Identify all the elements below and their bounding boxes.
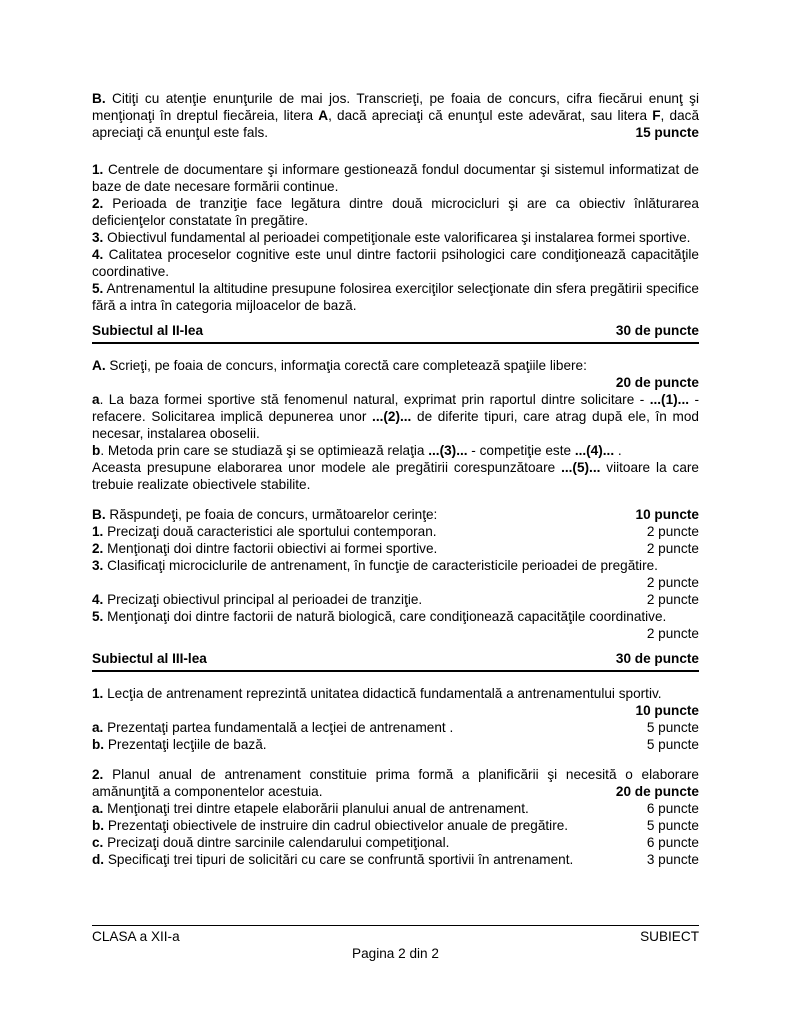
- statement-item: [92, 280, 699, 314]
- statement-text: Centrele de documentare şi informare gestionează fondul documentar şi sistemul informatizat de baze de date necesare formării continue.: [92, 162, 699, 194]
- subject2A-item-a: a. La baza formei sportive stă fenomenul natural, exprimat prin raportul dintre solicitare - ...(1)... - refacere. Solicitarea implică depunerea unor ...(2)... de diferite tipuri, care atrag după ele, în mod necesar, instalarea oboselii.: [92, 392, 699, 441]
- question-text: Clasificaţi microciclurile de antrenament, în funcţie de caracteristicile perioadei de pregătire.: [103, 558, 658, 573]
- question-number: d.: [92, 852, 105, 867]
- subject2A-item-b: b. Metoda prin care se studiază şi se optimiează relaţia ...(3)... - competiţie este ...(4)... .: [92, 443, 622, 458]
- statement-item: [92, 246, 699, 280]
- question-points: 3 puncte: [646, 852, 699, 867]
- subject2A-lead: A. Scrieţi, pe foaia de concurs, informaţia corectă care completează spaţiile libere:: [92, 358, 587, 373]
- statement-number: 2.: [92, 196, 104, 211]
- statement-text: Perioada de tranziţie face legătura dintre două microcicluri şi are ca obiectiv înlăturarea deficienţelor constatate în pregătire.: [92, 196, 699, 228]
- intro-text: B. Citiţi cu atenţie enunţurile de mai jos. Transcrieţi, pe foaia de concurs, cifra fiecărui enunţ şi menţionaţi în dreptul fiecăreia, litera A, dacă apreciaţi că enunţul este adevărat, sau litera F, dacă apreciaţi că enunţul este fals.: [92, 91, 700, 140]
- question-points: 5 puncte: [646, 818, 699, 833]
- subject2A-item-b-cont: Aceasta presupune elaborarea unor modele ale pregătirii corespunzătoare ...(5)... viitoare la care trebuie realizate obiectivele stabilite.: [92, 460, 699, 492]
- question-row: [92, 608, 699, 625]
- question-row: [92, 540, 699, 557]
- intro-paragraph: [92, 90, 699, 141]
- subject3-title: Subiectul al III-lea: [92, 651, 207, 666]
- statement-item: [92, 229, 699, 246]
- question-points: 2 puncte: [646, 626, 699, 641]
- statement-item: [92, 195, 699, 229]
- question-points: 6 puncte: [646, 801, 699, 816]
- footer-subject-label: SUBIECT: [640, 929, 699, 944]
- subject3-q1-points: 10 puncte: [635, 703, 699, 718]
- question-text: b. Prezentaţi lecţiile de bază.: [92, 737, 267, 752]
- question-text: Menţionaţi doi dintre factorii de natură biologică, care condiţionează capacităţile coordinative.: [103, 609, 667, 624]
- statement-number: 5.: [92, 281, 104, 296]
- statement-text: Obiectivul fundamental al perioadei competiţionale este valorificarea şi instalarea formei sportive.: [103, 230, 691, 245]
- question-points: 2 puncte: [646, 575, 699, 590]
- question-text: 1. Precizaţi două caracteristici ale sportului contemporan.: [92, 524, 437, 539]
- subject3-q1-lead: [92, 685, 699, 702]
- question-number: 2.: [92, 767, 104, 782]
- subject2B-lead-row: [92, 506, 699, 523]
- question-number: b.: [92, 737, 105, 752]
- question-number: 1.: [92, 524, 104, 539]
- subject2-title: Subiectul al II-lea: [92, 323, 204, 338]
- question-points: 2 puncte: [646, 541, 699, 556]
- question-number: a.: [92, 801, 104, 816]
- question-row: [92, 736, 699, 753]
- question-number: 4.: [92, 592, 104, 607]
- footer-row: [92, 928, 699, 945]
- subject2A-points: 20 de puncte: [615, 375, 699, 390]
- question-row: [92, 523, 699, 540]
- question-number: 2.: [92, 541, 104, 556]
- subject2B-lead: B. Răspundeţi, pe foaia de concurs, următoarelor cerinţe:: [92, 507, 438, 522]
- subject3-heading: [92, 650, 699, 672]
- page-footer: [92, 925, 699, 962]
- question-number: 3.: [92, 558, 104, 573]
- question-number: c.: [92, 835, 104, 850]
- statement-item: [92, 161, 699, 195]
- question-row: [92, 834, 699, 851]
- question-row: [92, 591, 699, 608]
- subject3-q2-lead: [92, 766, 699, 800]
- page-content: [92, 90, 699, 868]
- subject2B-points: 10 puncte: [635, 507, 699, 522]
- question-points: 6 puncte: [646, 835, 699, 850]
- statement-text: Antrenamentul la altitudine presupune folosirea exerciţilor selecţionate din sfera pregătirii specifice fără a intra în categoria mijloacelor de bază.: [92, 281, 699, 313]
- statement-number: 4.: [92, 247, 104, 262]
- question-text: 4. Precizaţi obiectivul principal al perioadei de tranziţie.: [92, 592, 423, 607]
- question-points: 2 puncte: [646, 524, 699, 539]
- statement-number: 3.: [92, 230, 104, 245]
- subject3-points: 30 de puncte: [615, 651, 699, 666]
- question-text: 2. Menţionaţi doi dintre factorii obiectivi ai formei sportive.: [92, 541, 438, 556]
- question-text: a. Menţionaţi trei dintre etapele elaborării planului anual de antrenament.: [92, 801, 529, 816]
- statement-text: Calitatea proceselor cognitive este unul dintre factorii psihologici care condiţionează capacităţile coordinative.: [92, 247, 699, 279]
- subject2-points: 30 de puncte: [615, 323, 699, 338]
- question-text: b. Prezentaţi obiectivele de instruire din cadrul obiectivelor anuale de pregătire.: [92, 818, 569, 833]
- question-text: Lecţia de antrenament reprezintă unitatea didactică fundamentală a antrenamentului sportiv.: [103, 686, 662, 701]
- question-text: d. Specificaţi trei tipuri de solicitări cu care se confruntă sportivii în antrenament.: [92, 852, 574, 867]
- subject2-heading: [92, 322, 699, 344]
- question-row: [92, 557, 699, 574]
- question-text: c. Precizaţi două dintre sarcinile calendarului competiţional.: [92, 835, 450, 850]
- question-number: 1.: [92, 686, 104, 701]
- question-row: [92, 800, 699, 817]
- subject3-q2-points: 20 de puncte: [608, 783, 699, 800]
- statement-number: 1.: [92, 162, 104, 177]
- question-text: a. Prezentaţi partea fundamentală a lecţiei de antrenament .: [92, 720, 454, 735]
- question-row: [92, 851, 699, 868]
- question-text: Planul anual de antrenament constituie prima formă a planificării şi necesită o elaborare amănunţită a componentelor acestuia.: [92, 767, 699, 799]
- question-number: a.: [92, 720, 104, 735]
- question-row: [92, 817, 699, 834]
- footer-class-label: CLASA a XII-a: [92, 929, 180, 944]
- question-row: [92, 719, 699, 736]
- intro-points: 15 puncte: [628, 124, 699, 141]
- question-points: 2 puncte: [646, 592, 699, 607]
- question-number: b.: [92, 818, 105, 833]
- question-points: 5 puncte: [646, 737, 699, 752]
- question-points: 5 puncte: [646, 720, 699, 735]
- question-number: 5.: [92, 609, 104, 624]
- footer-page-number: Pagina 2 din 2: [352, 946, 439, 961]
